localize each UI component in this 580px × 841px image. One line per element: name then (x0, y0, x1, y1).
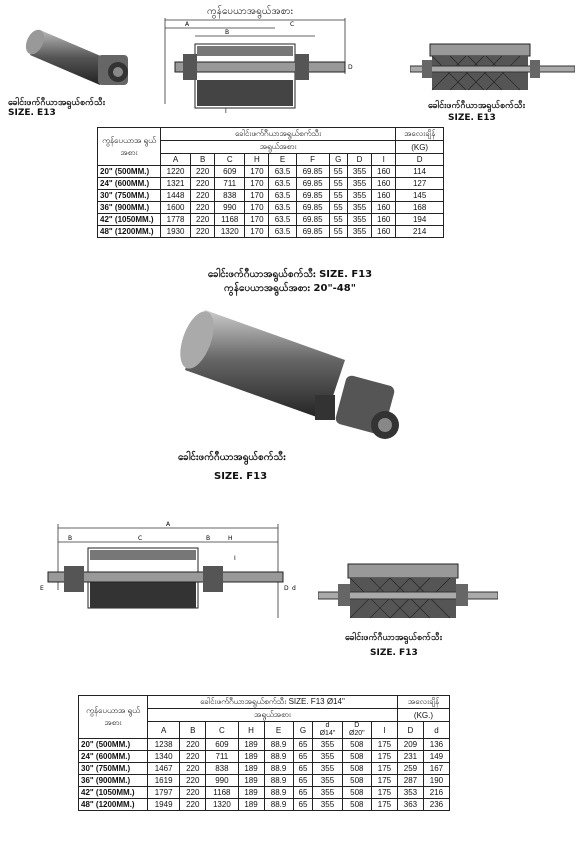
svg-text:B: B (68, 535, 73, 542)
table-row (79, 787, 450, 799)
value-cell: 1619 (148, 775, 180, 787)
svg-text:C: C (290, 21, 295, 28)
sub-label: အရွယ်အစား (161, 141, 396, 154)
col-b: B (191, 154, 215, 166)
left-size: SIZE. E13 (8, 108, 56, 118)
value-cell: 220 (180, 775, 206, 787)
value-cell: 69.85 (296, 190, 329, 202)
d-head: d (325, 722, 330, 729)
value-cell: 220 (180, 739, 206, 751)
value-cell: 209 (397, 739, 423, 751)
pulley-3d-large-icon (175, 300, 415, 450)
col-h: H (245, 154, 269, 166)
table-row (98, 226, 444, 238)
value-cell: 114 (396, 166, 444, 178)
size-cell: 20" (500MM.) (98, 166, 161, 178)
value-cell: 355 (347, 202, 371, 214)
value-cell: 55 (329, 166, 347, 178)
svg-text:C: C (138, 535, 143, 542)
value-cell: 214 (396, 226, 444, 238)
value-cell: 170 (245, 190, 269, 202)
value-cell: 355 (313, 775, 342, 787)
right-size: SIZE. E13 (448, 113, 496, 123)
value-cell: 220 (191, 202, 215, 214)
value-cell: 1949 (148, 799, 180, 811)
value-cell: 170 (245, 178, 269, 190)
value-cell: 355 (313, 799, 342, 811)
value-cell: 355 (313, 787, 342, 799)
size-cell: 24" (600MM.) (98, 178, 161, 190)
middle-title-2: ကွန်ပေယာအရွယ်အစား 20"-48" (224, 283, 356, 294)
value-cell: 175 (371, 763, 397, 775)
value-cell: 1448 (161, 190, 191, 202)
value-cell: 609 (206, 739, 238, 751)
value-cell: 63.5 (269, 166, 296, 178)
svg-text:B: B (225, 29, 230, 36)
col-i: I (372, 154, 396, 166)
value-cell: 355 (347, 178, 371, 190)
value-cell: 355 (347, 190, 371, 202)
value-cell: 287 (397, 775, 423, 787)
value-cell: 355 (347, 166, 371, 178)
value-cell: 355 (313, 739, 342, 751)
dim-a: A (166, 521, 171, 528)
value-cell: 69.85 (296, 202, 329, 214)
sub-label-2: အရွယ်အစား (148, 709, 398, 722)
value-cell: 55 (329, 202, 347, 214)
value-cell: 1320 (215, 226, 245, 238)
D-sub: Ø20" (348, 730, 365, 737)
value-cell: 355 (313, 751, 342, 763)
value-cell: 220 (191, 190, 215, 202)
value-cell: 1340 (148, 751, 180, 763)
value-cell: 189 (238, 799, 264, 811)
value-cell: 88.9 (264, 739, 293, 751)
pulley-side-view (410, 38, 575, 98)
col2-g: G (293, 722, 313, 739)
value-cell: 88.9 (264, 775, 293, 787)
value-cell: 63.5 (269, 226, 296, 238)
value-cell: 220 (191, 178, 215, 190)
value-cell: 220 (180, 751, 206, 763)
lower-caption: ခေါင်းဖက်ဂီယာအရွယ်စက်သီး (345, 633, 442, 643)
col2-c: C (206, 722, 238, 739)
value-cell: 69.85 (296, 178, 329, 190)
table-row (98, 190, 444, 202)
value-cell: 363 (397, 799, 423, 811)
table-row (98, 214, 444, 226)
value-cell: 189 (238, 739, 264, 751)
value-cell: 1467 (148, 763, 180, 775)
col2-h: H (238, 722, 264, 739)
size-cell: 48" (1200MM.) (98, 226, 161, 238)
table-row (98, 178, 444, 190)
value-cell: 1220 (161, 166, 191, 178)
value-cell: 220 (180, 799, 206, 811)
value-cell: 55 (329, 178, 347, 190)
size-cell: 30" (750MM.) (79, 763, 148, 775)
table-row (98, 202, 444, 214)
value-cell: 220 (191, 166, 215, 178)
col-c: C (215, 154, 245, 166)
d-sub: Ø14" (319, 730, 336, 737)
value-cell: 160 (372, 178, 396, 190)
col2-b: B (180, 722, 206, 739)
drawing-title: ကွန်ပေယာအရွယ်အစား (207, 6, 293, 17)
col-f: F (296, 154, 329, 166)
value-cell: 88.9 (264, 799, 293, 811)
value-cell: 353 (397, 787, 423, 799)
value-cell: 508 (342, 775, 371, 787)
size-cell: 20" (500MM.) (79, 739, 148, 751)
value-cell: 65 (293, 763, 313, 775)
weight-unit-2: (KG.) (397, 709, 449, 722)
col2-weight-d-small: d (423, 722, 449, 739)
value-cell: 160 (372, 202, 396, 214)
value-cell: 145 (396, 190, 444, 202)
value-cell: 838 (206, 763, 238, 775)
value-cell: 88.9 (264, 787, 293, 799)
size-cell: 36" (900MM.) (98, 202, 161, 214)
group-label: ခေါင်းဖက်ဂီယာအရွယ်စက်သီး (161, 128, 396, 141)
value-cell: 220 (191, 226, 215, 238)
value-cell: 1930 (161, 226, 191, 238)
value-cell: 55 (329, 214, 347, 226)
col-e: E (269, 154, 296, 166)
size-cell: 42" (1050MM.) (98, 214, 161, 226)
weight-label-2: အလေးချိန် (397, 696, 449, 709)
col2-d-large (342, 722, 371, 739)
value-cell: 1778 (161, 214, 191, 226)
value-cell: 194 (396, 214, 444, 226)
value-cell: 88.9 (264, 763, 293, 775)
table-row (79, 763, 450, 775)
svg-text:d: d (292, 585, 296, 592)
D-head: D (354, 722, 360, 729)
spec-table-f13 (78, 695, 450, 811)
value-cell: 1600 (161, 202, 191, 214)
value-cell: 1321 (161, 178, 191, 190)
value-cell: 355 (313, 763, 342, 775)
table-row (79, 751, 450, 763)
value-cell: 170 (245, 214, 269, 226)
pulley-drawing-top (155, 14, 355, 114)
spec-table-e13 (97, 127, 444, 238)
value-cell: 1238 (148, 739, 180, 751)
value-cell: 160 (372, 166, 396, 178)
value-cell: 55 (329, 226, 347, 238)
lower-size: SIZE. F13 (370, 648, 418, 658)
col-a: A (161, 154, 191, 166)
value-cell: 508 (342, 787, 371, 799)
svg-text:E: E (40, 585, 44, 592)
value-cell: 160 (372, 214, 396, 226)
value-cell: 175 (371, 787, 397, 799)
value-cell: 167 (423, 763, 449, 775)
value-cell: 259 (397, 763, 423, 775)
pulley-3d-icon (20, 10, 140, 100)
value-cell: 231 (397, 751, 423, 763)
corner-label-2: ကွန်ပေယာအ ရွယ်အစား (79, 696, 148, 739)
col2-e: E (264, 722, 293, 739)
size-cell: 48" (1200MM.) (79, 799, 148, 811)
col2-d-small (313, 722, 342, 739)
value-cell: 170 (245, 226, 269, 238)
value-cell: 189 (238, 751, 264, 763)
value-cell: 609 (215, 166, 245, 178)
right-caption: ခေါင်းဖက်ဂီယာအရွယ်စက်သီး (428, 101, 525, 111)
value-cell: 65 (293, 787, 313, 799)
svg-text:D: D (348, 64, 353, 71)
value-cell: 63.5 (269, 190, 296, 202)
value-cell: 175 (371, 739, 397, 751)
value-cell: 220 (180, 763, 206, 775)
col-d: D (347, 154, 371, 166)
pulley-side-view-lower (318, 560, 498, 630)
value-cell: 236 (423, 799, 449, 811)
value-cell: 508 (342, 751, 371, 763)
table-row (79, 799, 450, 811)
left-caption: ခေါင်းဖက်ဂီယာအရွယ်စက်သီး (8, 98, 105, 108)
value-cell: 1797 (148, 787, 180, 799)
weight-unit: (KG) (396, 141, 444, 154)
col-g: G (329, 154, 347, 166)
value-cell: 508 (342, 763, 371, 775)
weight-label: အလေးချိန် (396, 128, 444, 141)
pulley-drawing-lower (38, 520, 298, 620)
value-cell: 355 (347, 226, 371, 238)
value-cell: 220 (191, 214, 215, 226)
table-row (79, 739, 450, 751)
value-cell: 160 (372, 190, 396, 202)
table-row (98, 166, 444, 178)
col-weight-d: D (396, 154, 444, 166)
value-cell: 711 (206, 751, 238, 763)
svg-text:I: I (234, 555, 236, 562)
value-cell: 189 (238, 763, 264, 775)
value-cell: 220 (180, 787, 206, 799)
size-cell: 36" (900MM.) (79, 775, 148, 787)
value-cell: 63.5 (269, 214, 296, 226)
value-cell: 149 (423, 751, 449, 763)
svg-text:H: H (228, 535, 233, 542)
svg-text:A: A (185, 21, 190, 28)
value-cell: 990 (215, 202, 245, 214)
value-cell: 160 (372, 226, 396, 238)
svg-text:B: B (206, 535, 211, 542)
middle-caption: ခေါင်းဖက်ဂီယာအရွယ်စက်သီး (178, 452, 286, 463)
group-label-2: ခေါင်းဖက်ဂီယာအရွယ်စက်သီး SIZE. F13 Ø14" (148, 696, 398, 709)
value-cell: 65 (293, 799, 313, 811)
svg-text:I: I (225, 108, 227, 114)
value-cell: 69.85 (296, 226, 329, 238)
value-cell: 170 (245, 166, 269, 178)
value-cell: 69.85 (296, 166, 329, 178)
value-cell: 63.5 (269, 178, 296, 190)
size-cell: 30" (750MM.) (98, 190, 161, 202)
value-cell: 1168 (215, 214, 245, 226)
value-cell: 168 (396, 202, 444, 214)
value-cell: 838 (215, 190, 245, 202)
value-cell: 508 (342, 799, 371, 811)
value-cell: 65 (293, 775, 313, 787)
value-cell: 175 (371, 799, 397, 811)
value-cell: 136 (423, 739, 449, 751)
value-cell: 355 (347, 214, 371, 226)
value-cell: 189 (238, 775, 264, 787)
size-cell: 24" (600MM.) (79, 751, 148, 763)
value-cell: 190 (423, 775, 449, 787)
size-cell: 42" (1050MM.) (79, 787, 148, 799)
value-cell: 711 (215, 178, 245, 190)
value-cell: 65 (293, 751, 313, 763)
value-cell: 175 (371, 751, 397, 763)
value-cell: 170 (245, 202, 269, 214)
value-cell: 88.9 (264, 751, 293, 763)
middle-title-1: ခေါင်းဖက်ဂီယာအရွယ်စက်သီး SIZE. F13 (207, 269, 373, 280)
value-cell: 127 (396, 178, 444, 190)
col2-a: A (148, 722, 180, 739)
value-cell: 1168 (206, 787, 238, 799)
value-cell: 216 (423, 787, 449, 799)
value-cell: 508 (342, 739, 371, 751)
value-cell: 990 (206, 775, 238, 787)
middle-size: SIZE. F13 (214, 471, 268, 482)
value-cell: 63.5 (269, 202, 296, 214)
value-cell: 65 (293, 739, 313, 751)
value-cell: 189 (238, 787, 264, 799)
table-row (79, 775, 450, 787)
col2-weight-d-large: D (397, 722, 423, 739)
value-cell: 55 (329, 190, 347, 202)
value-cell: 1320 (206, 799, 238, 811)
value-cell: 69.85 (296, 214, 329, 226)
value-cell: 175 (371, 775, 397, 787)
svg-text:D: D (284, 585, 289, 592)
col2-i: I (371, 722, 397, 739)
corner-label: ကွန်ပေယာအ ရွယ်အစား (98, 128, 161, 166)
